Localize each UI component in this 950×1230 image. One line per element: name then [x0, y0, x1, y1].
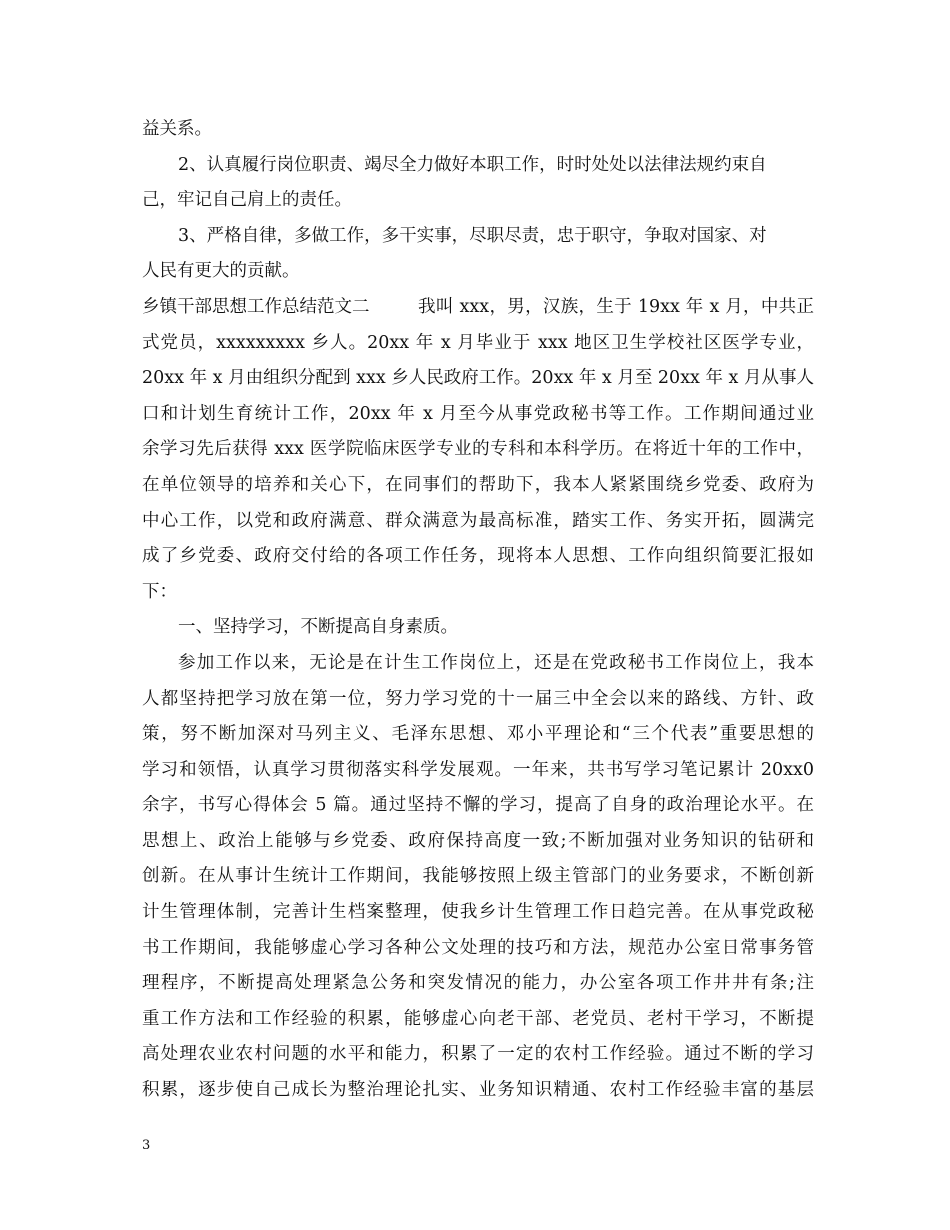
document-body — [142, 112, 814, 1109]
paragraph-line: 策，努不断加深对马列主义、毛泽东思想、邓小平理论和“三个代表”重要思想的 — [142, 724, 814, 745]
paragraph-line: 思想上、政治上能够与乡党委、政府保持高度一致;不断加强对业务知识的钻研和 — [142, 830, 814, 851]
paragraph-line: 中心工作，以党和政府满意、群众满意为最高标准，踏实工作、务实开拓，圆满完 — [142, 510, 814, 531]
paragraph-line: 计生管理体制，完善计生档案整理，使我乡计生管理工作日趋完善。在从事党政秘 — [142, 902, 814, 923]
paragraph-line: 书工作期间，我能够虚心学习各种公文处理的技巧和方法，规范办公室日常事务管 — [142, 937, 814, 958]
paragraph-line: 口和计划生育统计工作，20xx 年 x 月至今从事党政秘书等工作。工作期间通过业 — [142, 403, 814, 424]
paragraph-line: 成了乡党委、政府交付给的各项工作任务，现将本人思想、工作向组织简要汇报如 — [142, 546, 814, 567]
paragraph-line: 余字，书写心得体会 5 篇。通过坚持不懈的学习，提高了自身的政治理论水平。在 — [142, 795, 814, 816]
paragraph-line: 积累，逐步使自己成长为整治理论扎实、业务知识精通、农村工作经验丰富的基层 — [142, 1080, 814, 1101]
paragraph-line: 式党员，xxxxxxxxx 乡人。20xx 年 x 月毕业于 xxx 地区卫生学校社区医学专业， — [142, 332, 814, 353]
paragraph-line: 一、坚持学习，不断提高自身素质。 — [178, 617, 458, 638]
paragraph-line: 参加工作以来，无论是在计生工作岗位上，还是在党政秘书工作岗位上，我本 — [178, 652, 814, 673]
paragraph-line: 理程序，不断提高处理紧急公务和突发情况的能力，办公室各项工作井井有条;注 — [142, 973, 814, 994]
paragraph-line: 在单位领导的培养和关心下，在同事们的帮助下，我本人紧紧围绕乡党委、政府为 — [142, 474, 814, 495]
paragraph-line: 下： — [142, 581, 177, 602]
page-number: 3 — [142, 1138, 151, 1153]
paragraph-line: 益关系。 — [142, 119, 212, 139]
paragraph-line: 高处理农业农村问题的水平和能力，积累了一定的农村工作经验。通过不断的学习 — [142, 1044, 814, 1065]
paragraph-line: 己，牢记自己肩上的责任。 — [142, 190, 352, 211]
paragraph-line: 人民有更大的贡献。 — [142, 261, 300, 282]
paragraph-line: 20xx 年 x 月由组织分配到 xxx 乡人民政府工作。20xx 年 x 月至 20xx 年 x 月从事人 — [142, 368, 814, 389]
paragraph-line: 重工作方法和工作经验的积累，能够虚心向老干部、老党员、老村干学习，不断提 — [142, 1008, 814, 1029]
paragraph-line: 人都坚持把学习放在第一位，努力学习党的十一届三中全会以来的路线、方针、政 — [142, 688, 814, 709]
paragraph-line: 学习和领悟，认真学习贯彻落实科学发展观。一年来，共书写学习笔记累计 20xx0 — [142, 759, 814, 780]
paragraph-line: 2、认真履行岗位职责、竭尽全力做好本职工作，时时处处以法律法规约束自 — [178, 154, 767, 175]
paragraph-line: 我叫 xxx，男，汉族，生于 19xx 年 x 月，中共正 — [418, 296, 814, 317]
title-line — [142, 290, 814, 326]
paragraph-line: 3、严格自律，多做工作，多干实事，尽职尽责，忠于职守，争取对国家、对 — [178, 225, 767, 246]
paragraph-line: 创新。在从事计生统计工作期间，我能够按照上级主管部门的业务要求，不断创新 — [142, 866, 814, 887]
document-title: 乡镇干部思想工作总结范文二 — [142, 296, 370, 317]
paragraph-line: 余学习先后获得 xxx 医学院临床医学专业的专科和本科学历。在将近十年的工作中， — [142, 439, 814, 460]
